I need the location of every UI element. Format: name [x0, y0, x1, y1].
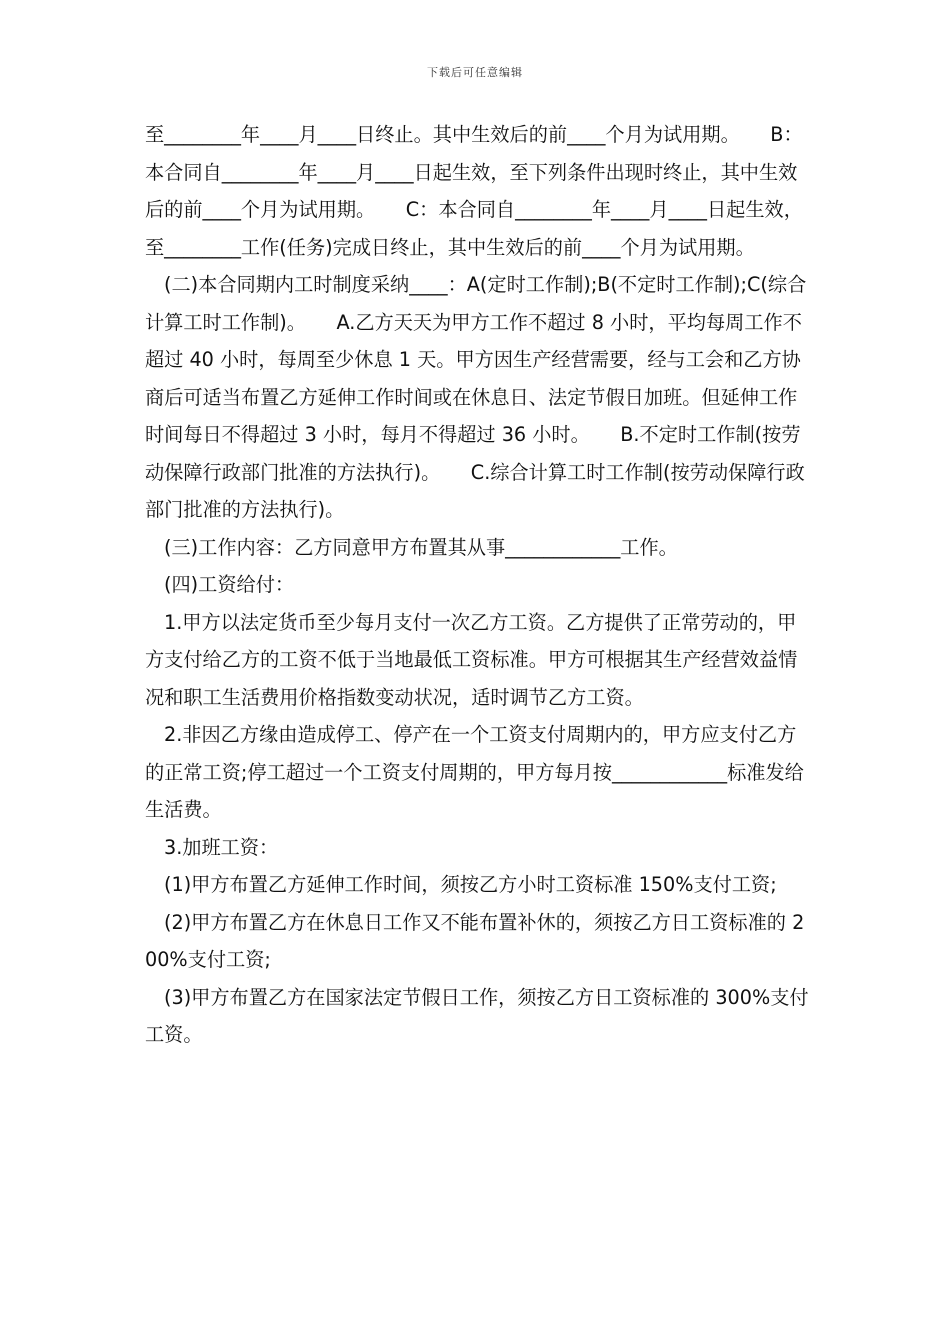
paragraph-contract-term: 至________年____月____日终止。其中生效后的前____个月为试用期。 B：本合同自________年____月____日起生效，至下列条件出现时终止，其中生效后的前____个月为试用期。 C：本合同自________年____月____日起生效，至________工作(任务)完成日终止，其中生效后的前____个月为试用期。	[145, 123, 803, 259]
paragraph-wage-heading: (四)工资给付：	[164, 573, 295, 596]
document-body	[145, 116, 815, 1054]
paragraph-overtime-item-3: (3)甲方布置乙方在国家法定节假日工作，须按乙方日工资标准的 300%支付工资。	[145, 985, 809, 1046]
paragraph-overtime-item-2: (2)甲方布置乙方在休息日工作又不能布置补休的，须按乙方日工资标准的 200%支付工资;	[145, 910, 805, 971]
paragraph-working-hours: (二)本合同期内工时制度采纳____：A(定时工作制);B(不定时工作制);C(综合计算工时工作制)。 A.乙方天天为甲方工作不超过 8 小时，平均每周工作不超过 40 小时，每周至少休息 1 天。甲方因生产经营需要，经与工会和乙方协商后可适当布置乙方延伸工作时间或在休息日、法定节假日加班。但延伸工作时间每日不得超过 3 小时，每月不得超过 36 小时。 B.不定时工作制(按劳动保障行政部门批准的方法执行)。 C.综合计算工时工作制(按劳动保障行政部门批准的方法执行)。	[145, 273, 807, 521]
paragraph-wage-item-1: 1.甲方以法定货币至少每月支付一次乙方工资。乙方提供了正常劳动的，甲方支付给乙方的工资不低于当地最低工资标准。甲方可根据其生产经营效益情况和职工生活费用价格指数变动状况，适时调节乙方工资。	[145, 610, 798, 709]
paragraph-overtime-heading: 3.加班工资：	[164, 835, 279, 859]
paragraph-overtime-item-1: (1)甲方布置乙方延伸工作时间，须按乙方小时工资标准 150%支付工资;	[164, 873, 777, 896]
paragraph-job-content: (三)工作内容：乙方同意甲方布置其从事____________工作。	[164, 535, 678, 559]
page-header: 下载后可任意编辑	[427, 66, 523, 79]
paragraph-wage-item-2: 2.非因乙方缘由造成停工、停产在一个工资支付周期内的，甲方应支付乙方的正常工资;停工超过一个工资支付周期的，甲方每月按____________标准发给生活费。	[145, 723, 804, 821]
